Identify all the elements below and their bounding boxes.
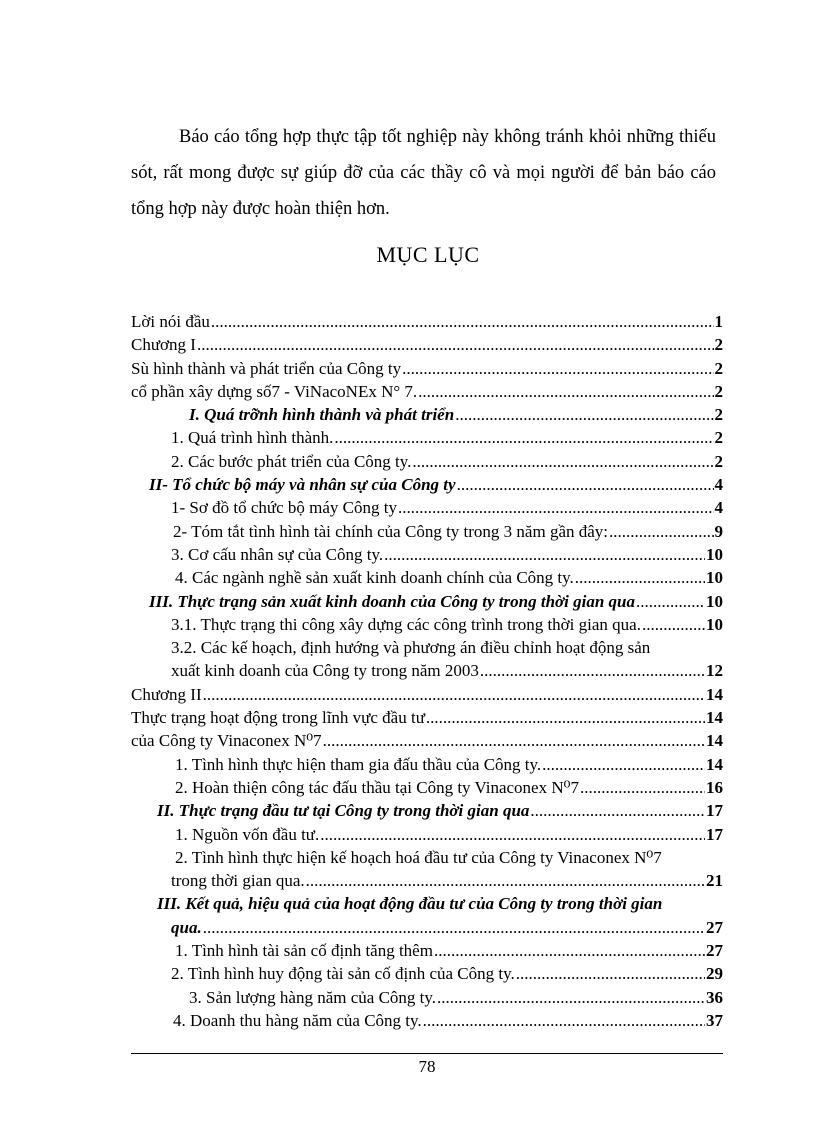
toc-entry-page: 9 [714,521,723,541]
toc-entry-text: Chương I [131,335,196,355]
toc-row [131,823,723,846]
toc-title: MỤC LỤC [376,242,480,267]
toc-entry-text: 1. Quá trình hình thành. [171,428,334,448]
toc-entry-text: II. Thực trạng đầu tư tại Công ty trong thời gian qua [157,801,530,821]
toc-row [131,753,723,776]
toc-row [131,939,723,962]
toc-entry-page: 14 [706,708,723,728]
footer-divider [131,1053,723,1054]
toc-entry-text: II- Tổ chức bộ máy và nhân sự của Công ty [149,475,456,495]
toc-entry-text: qua. [171,917,202,937]
toc-entry-page: 10 [706,544,723,564]
toc-entry-page: 10 [706,614,723,634]
toc-entry-text: 4. Doanh thu hàng năm của Công ty. [173,1010,422,1030]
toc-entry-text: Thực trạng hoạt động trong lĩnh vực đầu tư [131,708,425,728]
toc-entry-page: 21 [706,871,723,891]
page-number: 78 [418,1057,436,1076]
toc-row [131,846,723,869]
toc-entry-page: 4 [714,475,723,495]
toc-row [131,520,723,543]
toc-row [131,450,723,473]
toc-row [131,496,723,519]
toc-entry-text: 3. Sản lượng hàng năm của Công ty. [189,987,437,1007]
toc-entry-page: 27 [706,917,723,937]
toc-row [131,706,723,729]
toc-row [131,426,723,449]
toc-row [131,892,723,915]
toc-entry-text: 2. Tình hình huy động tài sản cố định của Công ty. [171,964,515,984]
toc-row [131,659,723,682]
toc-entry-page: 29 [706,964,723,984]
toc-row [131,683,723,706]
intro-paragraph: Báo cáo tổng hợp thực tập tốt nghiệp này không tránh khỏi những thiếu sót, rất mong được sự giúp đỡ của các thầy cô và mọi người để bản báo cáo tổng hợp này được hoàn thiện hơn. [131,126,716,219]
toc-entry-page: 36 [706,987,723,1007]
toc-entry-page: 14 [706,754,723,774]
toc-entry-text: III. Thực trạng sản xuất kinh doanh của Công ty trong thời gian qua [149,591,636,611]
toc-entry-page: 14 [706,684,723,704]
toc-entry-text: Chương II [131,684,202,704]
toc-entry-page: 27 [706,941,723,961]
toc-row [131,986,723,1009]
toc-row [131,636,723,659]
toc-entry-page: 2 [714,451,723,471]
toc-entry-text: III. Kết quả, hiệu quả của hoạt động đầu tư của Công ty trong thời gian [157,894,663,914]
toc-entry-text: 2. Tình hình thực hiện kế hoạch hoá đầu tư của Công ty Vinaconex N⁰7 [175,847,662,867]
toc-row [131,403,723,426]
toc-row [131,357,723,380]
toc-row [131,869,723,892]
toc-entry-text: cổ phần xây dựng số7 - ViNacoNEx N° 7. [131,381,418,401]
toc-entry-text: Sù hình thành và phát triển của Công ty [131,358,402,378]
toc-row [131,962,723,985]
toc-row [131,613,723,636]
toc-row [131,566,723,589]
toc-entry-page: 4 [714,498,723,518]
toc-entry-page: 37 [706,1010,723,1030]
toc-entry-text: của Công ty Vinaconex N⁰7 [131,731,322,751]
toc-entry-text: trong thời gian qua. [171,871,305,891]
toc-row [131,799,723,822]
toc-entry-text: 2. Hoàn thiện công tác đấu thầu tại Công ty Vinaconex N⁰7 [175,777,579,797]
toc-entry-text: 3. Cơ cấu nhân sự của Công ty. [171,544,384,564]
table-of-contents [131,310,723,1032]
toc-row [131,776,723,799]
toc-entry-page: 10 [706,568,723,588]
toc-entry-text: 2- Tóm tắt tình hình tài chính của Công ty trong 3 năm gần đây: [173,521,609,541]
toc-row [131,333,723,356]
toc-entry-page: 14 [706,731,723,751]
toc-entry-text: 1. Nguồn vốn đầu tư. [175,824,320,844]
toc-entry-text: I. Quá trỡnh hình thành và phát triển [189,405,455,425]
toc-entry-text: 1. Tình hình tài sản cố định tăng thêm [175,941,433,961]
toc-row [131,916,723,939]
toc-row [131,473,723,496]
toc-entry-text: 4. Các ngành nghề sản xuất kinh doanh chính của Công ty. [175,568,574,588]
toc-entry-text: xuất kinh doanh của Công ty trong năm 2003 [171,661,479,681]
toc-entry-text: 3.2. Các kế hoạch, định hướng và phương án điều chỉnh hoạt động sản [171,638,651,658]
toc-row [131,543,723,566]
toc-entry-page: 17 [706,824,723,844]
toc-row [131,590,723,613]
toc-entry-text: 3.1. Thực trạng thi công xây dựng các công trình trong thời gian qua. [171,614,641,634]
toc-row [131,310,723,333]
toc-row [131,380,723,403]
toc-entry-page: 16 [706,777,723,797]
toc-entry-page: 10 [706,591,723,611]
toc-entry-page: 2 [714,335,723,355]
toc-row [131,1009,723,1032]
toc-entry-text: Lời nói đầu [131,312,210,331]
toc-entry-page: 2 [714,428,723,448]
toc-entry-page: 1 [714,312,723,331]
toc-entry-page: 2 [714,405,723,425]
toc-entry-text: 1. Tình hình thực hiện tham gia đấu thầu của Công ty. [175,754,542,774]
toc-entry-page: 2 [714,381,723,401]
toc-entry-page: 12 [706,661,723,681]
toc-row [131,729,723,752]
toc-entry-page: 17 [706,801,723,821]
toc-entry-text: 1- Sơ đồ tổ chức bộ máy Công ty [171,498,397,518]
toc-entry-page: 2 [714,358,723,378]
toc-entry-text: 2. Các bước phát triển của Công ty. [171,451,412,471]
